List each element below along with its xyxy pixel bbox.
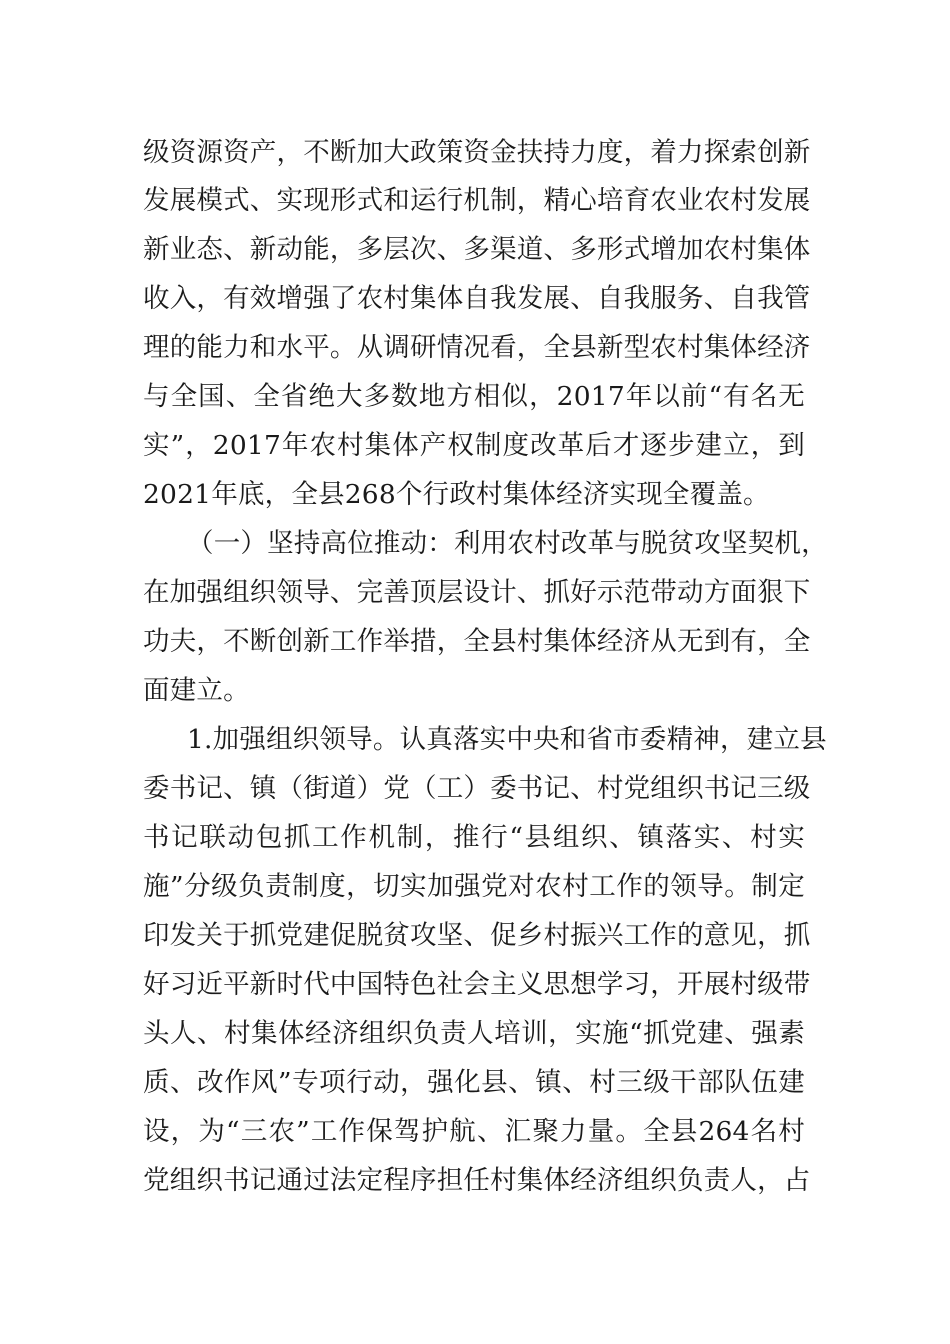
text-line: 印发关于抓党建促脱贫攻坚、促乡村振兴工作的意见，抓 [143,920,811,951]
text-line: 在加强组织领导、完善顶层设计、抓好示范带动方面狠下 [143,577,811,608]
text-line: 委书记、镇（街道）党（工）委书记、村党组织书记三级 [143,773,811,804]
text-line: 面建立。 [143,675,250,706]
text-line: 发展模式、实现形式和运行机制，精心培育农业农村发展 [143,185,811,216]
text-line: 施”分级负责制度，切实加强党对农村工作的领导。制定 [143,871,805,902]
text-line: 党组织书记通过法定程序担任村集体经济组织负责人，占 [143,1165,811,1196]
text-line: 收入，有效增强了农村集体自我发展、自我服务、自我管 [143,283,811,314]
text-line: 实”，2017年农村集体产权制度改革后才逐步建立，到 [143,430,805,461]
text-line: 书记联动包抓工作机制，推行“县组织、镇落实、村实 [143,822,805,853]
text-line: 头人、村集体经济组织负责人培训，实施“抓党建、强素 [143,1018,805,1049]
text-line: 好习近平新时代中国特色社会主义思想学习，开展村级带 [143,969,811,1000]
text-line: 新业态、新动能，多层次、多渠道、多形式增加农村集体 [143,234,811,265]
text-line: 质、改作风”专项行动，强化县、镇、村三级干部队伍建 [143,1067,805,1098]
text-line: 理的能力和水平。从调研情况看，全县新型农村集体经济 [143,332,811,363]
text-line: 功夫，不断创新工作举措，全县村集体经济从无到有，全 [143,626,811,657]
text-line: 级资源资产，不断加大政策资金扶持力度，着力探索创新 [143,137,811,168]
text-line: 设，为“三农”工作保驾护航、汇聚力量。全县264名村 [143,1116,805,1147]
text-line: 2021年底，全县268个行政村集体经济实现全覆盖。 [143,479,770,510]
text-line: （一）坚持高位推动：利用农村改革与脱贫攻坚契机， [187,528,828,559]
text-line: 与全国、全省绝大多数地方相似，2017年以前“有名无 [143,381,805,412]
text-line: 1.加强组织领导。认真落实中央和省市委精神，建立县 [187,724,827,755]
